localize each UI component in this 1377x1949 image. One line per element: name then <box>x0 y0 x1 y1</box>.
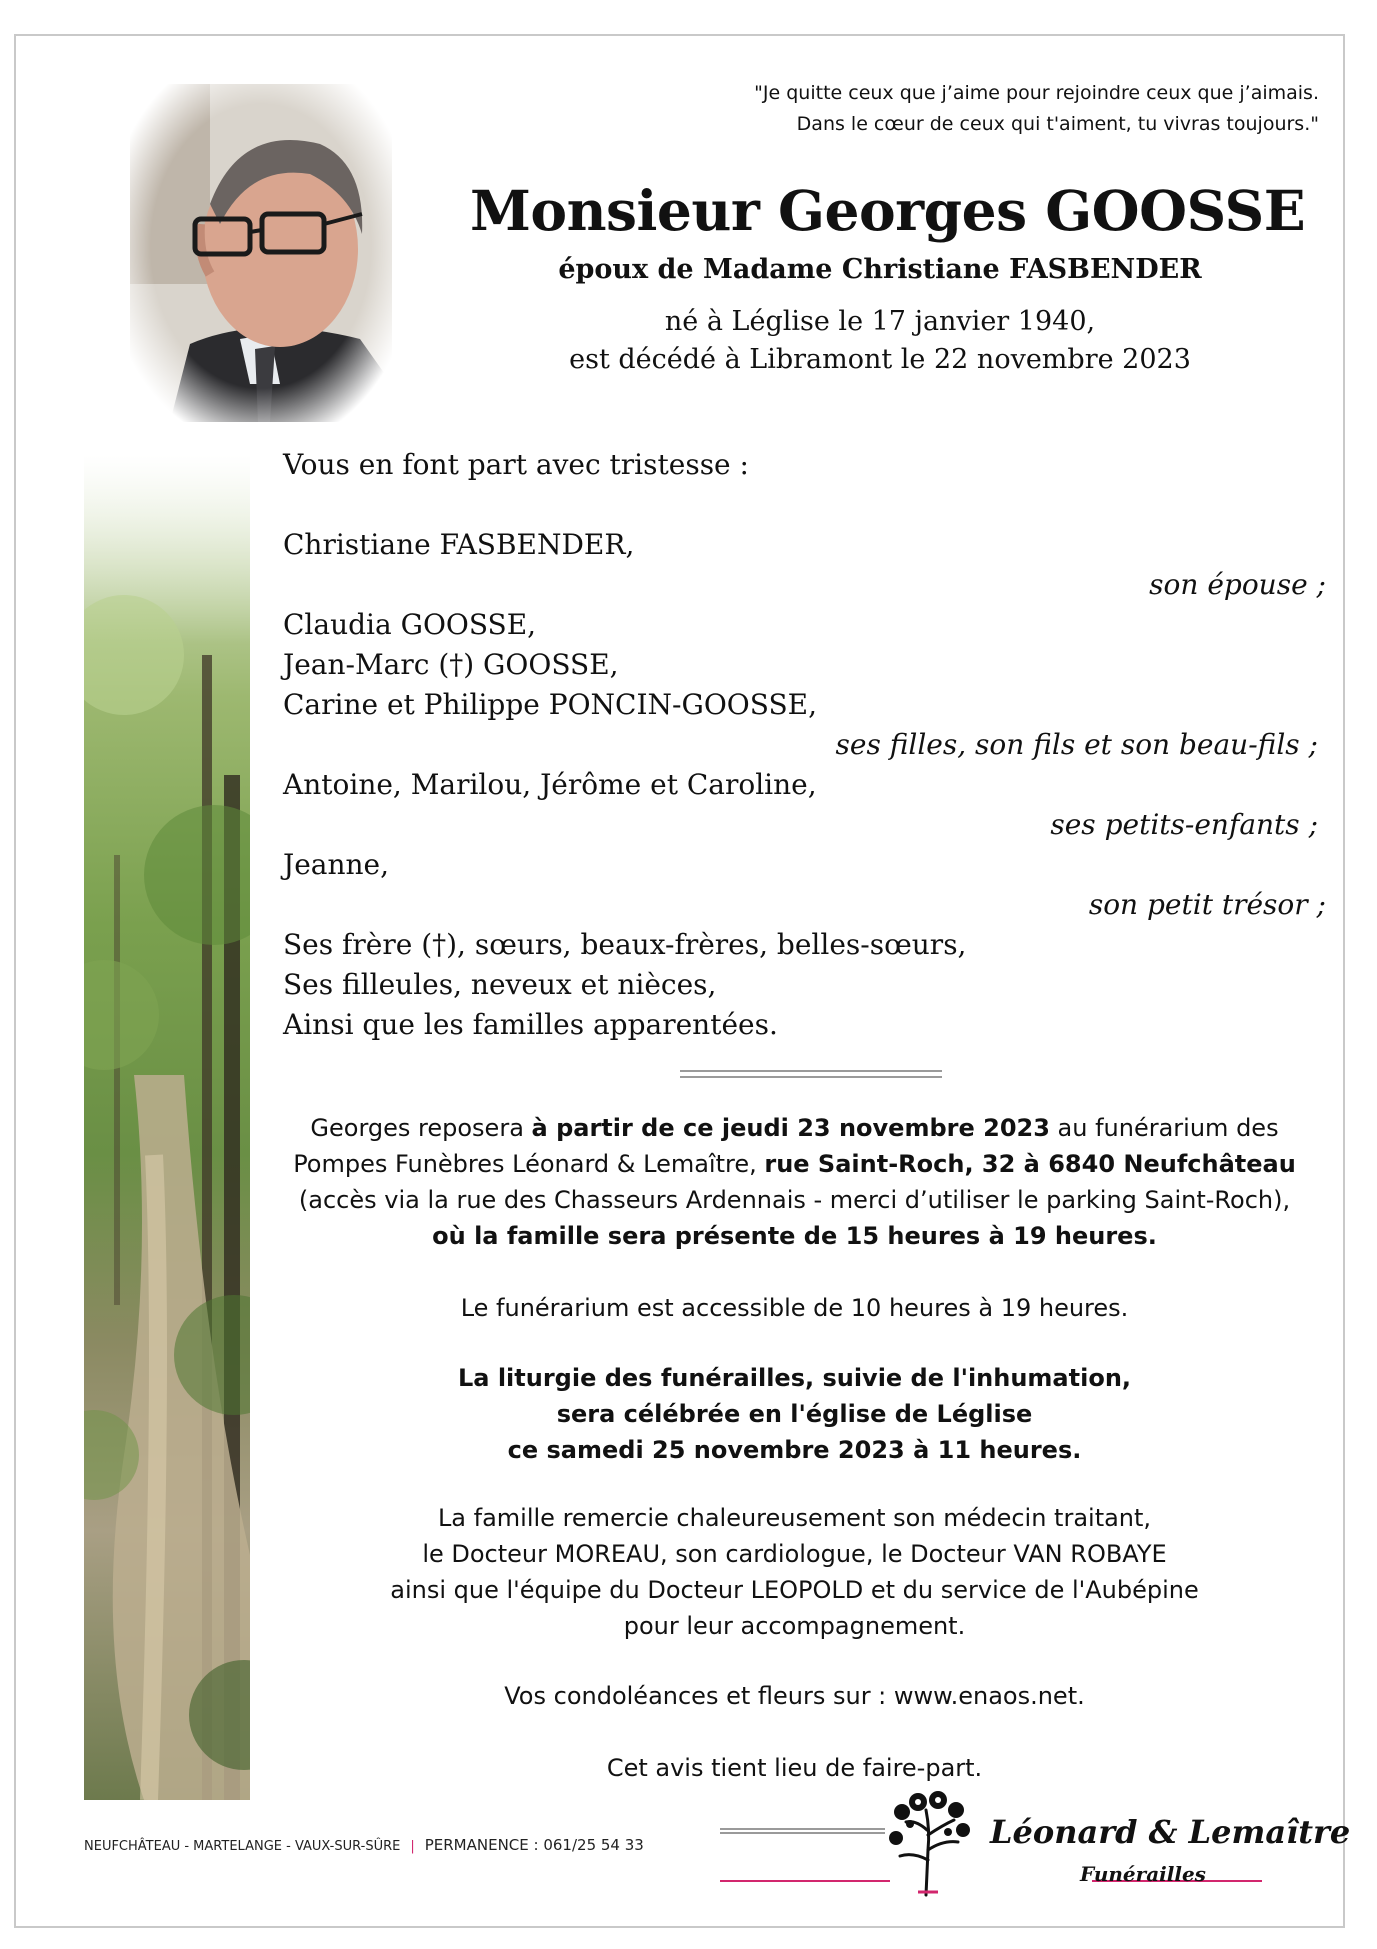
family-line: Jean-Marc (†) GOOSSE, <box>283 648 619 681</box>
footer-contact <box>84 1836 644 1854</box>
visitation-text: Georges reposera <box>310 1114 532 1142</box>
funeral-line: ce samedi 25 novembre 2023 à 11 heures. <box>507 1436 1082 1464</box>
thanks-line: pour leur accompagnement. <box>623 1612 966 1640</box>
family-line: Ainsi que les familles apparentées. <box>283 1008 778 1041</box>
family-role: son petit trésor ; <box>1088 888 1326 921</box>
notice-line: Cet avis tient lieu de faire-part. <box>606 1754 983 1782</box>
brand-subtitle: Funérailles <box>1080 1862 1206 1886</box>
visitation-date: à partir de ce jeudi 23 novembre 2023 <box>531 1114 1050 1142</box>
family-role: ses petits-enfants ; <box>1050 808 1318 841</box>
footer-divider <box>720 1828 885 1834</box>
footer-accent-line <box>720 1880 890 1882</box>
family-line: Ses filleules, neveux et nièces, <box>283 968 717 1001</box>
spouse-line: époux de Madame Christiane FASBENDER <box>558 254 1202 285</box>
footer-separator: | <box>410 1839 415 1854</box>
deceased-name: Monsieur Georges GOOSSE <box>470 178 1306 243</box>
epigraph-quote <box>559 78 1319 140</box>
thanks-paragraph <box>262 1500 1327 1644</box>
birth-line: né à Léglise le 17 janvier 1940, <box>664 306 1096 337</box>
quote-line-2: Dans le cœur de ceux qui t'aiment, tu vivras toujours." <box>796 113 1319 135</box>
footer-permanence: PERMANENCE : 061/25 54 33 <box>424 1836 644 1854</box>
family-role: ses filles, son fils et son beau-fils ; <box>835 728 1318 761</box>
funerarium-hours: Le funérarium est accessible de 10 heures à 19 heures. <box>460 1294 1129 1322</box>
visitation-info <box>262 1110 1327 1254</box>
family-line: Carine et Philippe PONCIN-GOOSSE, <box>283 688 817 721</box>
family-line: Antoine, Marilou, Jérôme et Caroline, <box>283 768 817 801</box>
visitation-text: Pompes Funèbres Léonard & Lemaître, <box>293 1150 765 1178</box>
brand-name: Léonard & Lemaître <box>990 1813 1351 1851</box>
family-intro: Vous en font part avec tristesse : <box>283 448 749 481</box>
thanks-line: ainsi que l'équipe du Docteur LEOPOLD et du service de l'Aubépine <box>390 1576 1199 1604</box>
funeral-line: sera célébrée en l'église de Léglise <box>556 1400 1033 1428</box>
family-line: Ses frère (†), sœurs, beaux-frères, belles-sœurs, <box>283 928 967 961</box>
section-divider <box>680 1070 942 1078</box>
condolences-line: Vos condoléances et fleurs sur : www.enaos.net. <box>504 1682 1085 1710</box>
family-line: Claudia GOOSSE, <box>283 608 537 641</box>
portrait-photo <box>130 84 392 422</box>
funeral-liturgy <box>262 1360 1327 1468</box>
footer-locations: NEUFCHÂTEAU - MARTELANGE - VAUX-SUR-SÛRE <box>84 1839 401 1854</box>
tree-logo-icon <box>888 1790 974 1898</box>
thanks-line: La famille remercie chaleureusement son médecin traitant, <box>437 1504 1152 1532</box>
thanks-line: le Docteur MOREAU, son cardiologue, le Docteur VAN ROBAYE <box>422 1540 1167 1568</box>
family-line: Christiane FASBENDER, <box>283 528 635 561</box>
family-presence-hours: où la famille sera présente de 15 heures à 19 heures. <box>432 1222 1157 1250</box>
visitation-text: au funérarium des <box>1049 1114 1279 1142</box>
access-note: (accès via la rue des Chasseurs Ardennais - merci d’utiliser le parking Saint-Roch), <box>298 1186 1291 1214</box>
quote-line-1: "Je quitte ceux que j’aime pour rejoindre ceux que j’aimais. <box>754 82 1319 104</box>
life-dates <box>470 303 1290 379</box>
funerarium-address: rue Saint-Roch, 32 à 6840 Neufchâteau <box>764 1150 1296 1178</box>
death-line: est décédé à Libramont le 22 novembre 2023 <box>569 344 1191 375</box>
forest-path-image <box>84 455 250 1800</box>
family-line: Jeanne, <box>283 848 390 881</box>
family-role: son épouse ; <box>1149 568 1326 601</box>
funeral-line: La liturgie des funérailles, suivie de l'inhumation, <box>457 1364 1132 1392</box>
